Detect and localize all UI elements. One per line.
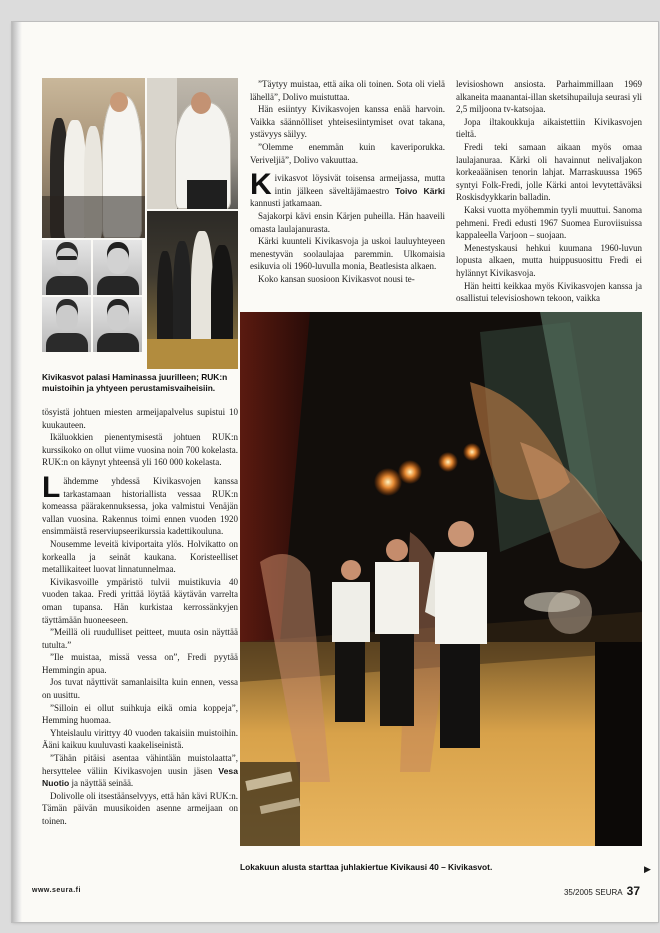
- paragraph: Nousemme leveitä kiviportaita ylös. Holvikatto on korkealla ja seinät kaukana. Koristeelliset metallikaiteet luovat linnatunnelmaa.: [42, 538, 238, 575]
- page-number: 37: [626, 884, 640, 898]
- paragraph: Sajakorpi kävi ensin Kärjen puheilla. Hän haaveili omasta laulajanurasta.: [250, 210, 445, 234]
- text-column-3: [456, 78, 642, 305]
- person-name: Vesa Nuotio: [42, 765, 238, 789]
- photo-collage: [42, 78, 238, 386]
- photo-caption: Lokakuun alusta starttaa juhlakiertue Kivikausi 40 – Kivikasvot.: [240, 862, 493, 872]
- paragraph: ”Meillä oli ruudulliset peitteet, muuta osin näyttää tutulta.”: [42, 627, 238, 650]
- dropcap: L: [42, 470, 61, 504]
- continue-arrow-icon: ▶: [644, 865, 651, 875]
- paragraph: ”Täytyy muistaa, että aika oli toinen. Sota oli vielä lähellä”, Dolivo muistuttaa.: [250, 79, 445, 102]
- paragraph: Ikäluokkien pienentymisestä johtuen RUK:n kurssikoko on ollut viime vuosina noin 700 kokelasta. RUK:n on käynyt yhteensä yli 160 000 kokelasta.: [42, 432, 238, 468]
- paragraph: Yhteislaulu virittyy 40 vuoden takaisiin muistoihin. Ääni kaikuu kuuluvasti kaakeliseinistä.: [42, 727, 238, 751]
- paragraph: Kärki kuunteli Kivikasvoja ja uskoi lauluyhteyeen menestyvän soolaulajaa paremmin. Ulkomaisia esikuvia oli 1960-luvulla monia, Beatlesista alkaen.: [250, 236, 445, 272]
- text-column-1: [42, 406, 238, 828]
- paragraph: tösyistä johtuen miesten armeijapalvelus supistui 10 kuukauteen.: [42, 407, 238, 430]
- person-name: Toivo Kärki: [395, 185, 445, 196]
- photo-singer-by-window: [147, 78, 238, 209]
- page-binding-shadow: [12, 22, 22, 922]
- paragraph: ”Tähän pitäisi asentaa vähintään muistolaatta”, hersyttelee väliin Kivikasvojen uusin jäsen Vesa Nuotio ja näyttää seinää.: [42, 753, 238, 789]
- paragraph: Koko kansan suosioon Kivikasvot nousi te-: [258, 273, 415, 284]
- photo-band-in-hall: [42, 78, 145, 238]
- portrait-3: [42, 297, 91, 352]
- paragraph: Hän heitti keikkaa myös Kivikasvojen kanssa ja osallistui televisioshown tekoon, vaikka: [456, 280, 642, 304]
- paragraph: Fredi teki samaan aikaan myös omaa laulajanuraa. Kärki oli havainnut nelivaljakon korkeaäänisen tenorin lahjat. Marraskuussa 1965 syntyi Folk-Fredi, jolle Kärki antoi levytettäväksi Roskisdyykkarin balladin.: [456, 141, 642, 203]
- paragraph: ”Olemme enemmän kuin kaveriporukka. Veriveljiä”, Dolivo vakuuttaa.: [250, 141, 445, 165]
- paragraph-dropcap: Lähdemme yhdessä Kivikasvojen kanssa tarkastamaan historiallista vessaa RUK:n komeassa päärakennuksessa, joka valmistui Venäjän vallan vuosina. Rakennus toimi ennen vuoden 1920 ensimmäistä reserviupseerikurssia kadettikouluna.: [42, 470, 238, 537]
- issue-label: 35/2005 SEURA: [563, 888, 623, 897]
- singer-2: [375, 539, 419, 726]
- singer-1: [332, 560, 370, 722]
- paragraph: ”Ile muistaa, missä vessa on”, Fredi pyytää Hemmingin apua.: [42, 652, 238, 675]
- portrait-1: [42, 240, 91, 295]
- page-footer: [564, 884, 640, 898]
- concert-photo-illustration: [240, 312, 642, 846]
- paragraph: Kivikasvoille ympäristö tulvii muistikuvia 40 vuoden takaa. Fredi yrittää löytää käytävän varrelta oman tupansa. Hän kurkistaa kerrossänkyjen täyttämään huoneeseen.: [42, 576, 238, 625]
- paragraph: Kaksi vuotta myöhemmin tyyli muuttui. Sanoma pehmeni. Fredi edusti 1967 Suomea Euroviisuissa kappaleella Varjoon – suojaan.: [456, 204, 642, 241]
- paragraph: Jopa iltakoukkuja aikaistettiin Kivikasvojen tieltä.: [456, 116, 642, 140]
- paragraph: Dolivolle oli itsestäänselvyys, että hän kävi RUK:n. Tämän päivän muusikoiden asenne armeijaan on toinen.: [42, 790, 238, 826]
- concert-photo: [240, 312, 642, 846]
- dropcap: K: [250, 168, 272, 202]
- text-column-2: [250, 78, 445, 286]
- portrait-4: [93, 297, 142, 352]
- site-url: www.seura.fi: [32, 887, 81, 894]
- paragraph: levisioshown ansiosta. Parhaimmillaan 1969 alkaneita maanantai-illan sketsihupailuja seurasi yli 2,5 miljoona tv-katsojaa.: [456, 79, 642, 115]
- portrait-2: [93, 240, 142, 295]
- paragraph: Menestyskausi hehkui kuumana 1960-luvun lopusta alkaen, mutta huippusuosittu Fredi ei hylännyt Kivikasvoja.: [456, 242, 642, 278]
- magazine-page: [12, 22, 658, 922]
- paragraph: Hän esiintyy Kivikasvojen kanssa enää harvoin. Vaikka säännölliset yhteisesiintymiset ovat takana, ystävyys säilyy.: [250, 104, 445, 140]
- paragraph: ”Silloin ei ollut suihkuja eikä omia koppeja”, Hemming huomaa.: [42, 702, 238, 726]
- photo-band-singing: [147, 211, 238, 369]
- collage-caption: Kivikasvot palasi Haminassa juurilleen; RUK:n muistoihin ja yhtyeen perustamisvaiheisiin.: [42, 372, 228, 393]
- paragraph: Jos tuvat näyttivät samanlaisilta kuin ennen, vessa on uusittu.: [42, 677, 238, 701]
- paragraph-dropcap: Kivikasvot löysivät toisensa armeijassa, mutta intin jälkeen säveltäjämaestro Toivo Kärki kannusti jatkamaan.: [250, 168, 445, 209]
